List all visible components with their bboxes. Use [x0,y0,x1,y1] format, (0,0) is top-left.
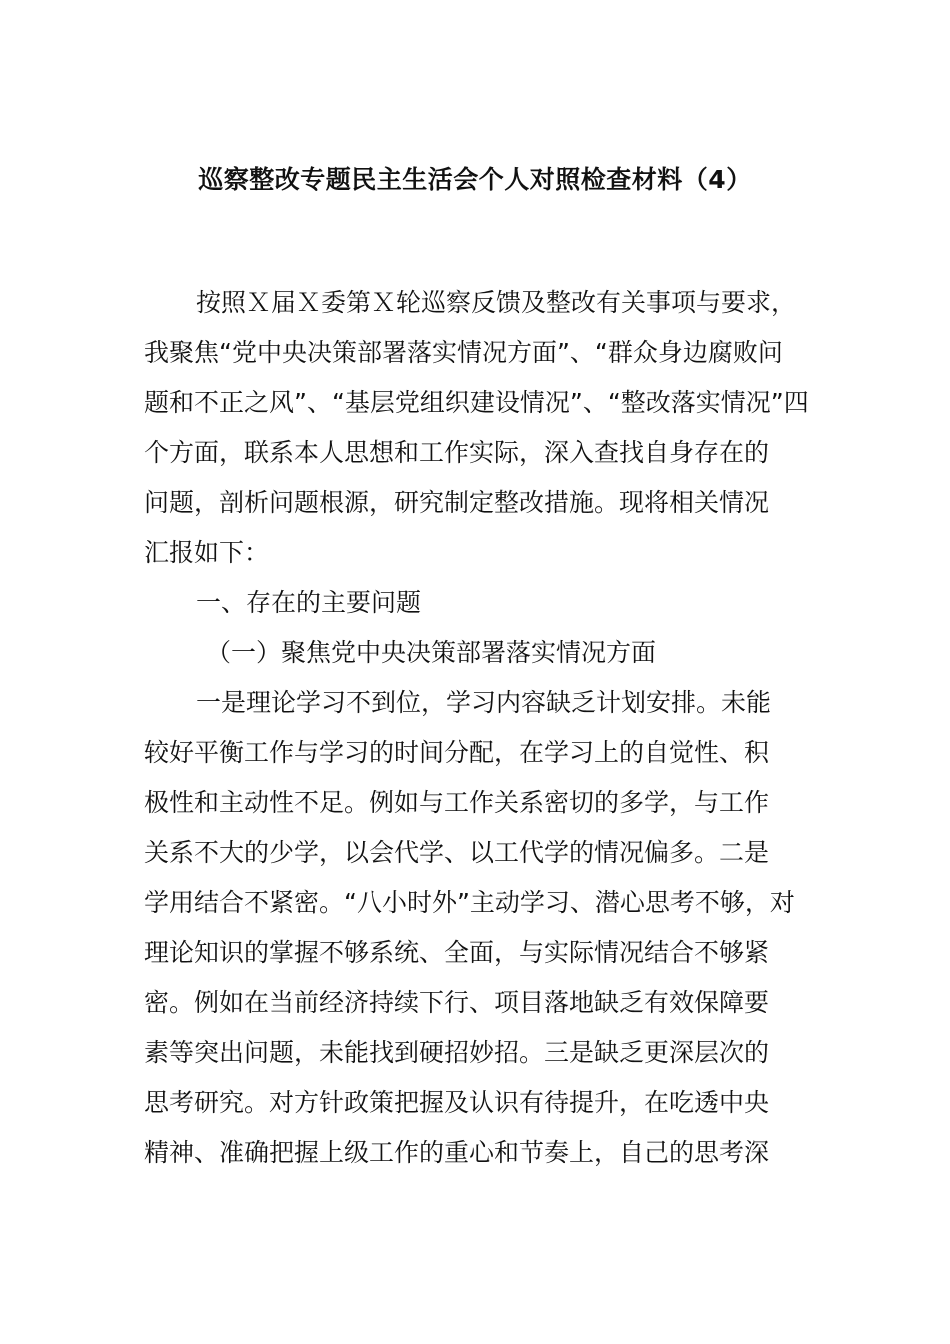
paragraph-line: 汇报如下： [144,538,270,567]
section-heading: 一、存在的主要问题 [196,588,422,617]
paragraph-line: 关系不大的少学，以会代学、以工代学的情况偏多。二是 [144,838,770,867]
paragraph-line: 问题，剖析问题根源，研究制定整改措施。现将相关情况 [144,488,770,517]
paragraph-line: 极性和主动性不足。例如与工作关系密切的多学，与工作 [144,788,770,817]
paragraph-line: 我聚焦“党中央决策部署落实情况方面”、“群众身边腐败问 [144,338,783,367]
document-body [144,278,810,1178]
paragraph-line: 一是理论学习不到位，学习内容缺乏计划安排。未能 [196,688,772,717]
paragraph-line: 密。例如在当前经济持续下行、项目落地缺乏有效保障要 [144,988,770,1017]
paragraph-line: 理论知识的掌握不够系统、全面，与实际情况结合不够紧 [144,938,770,967]
paragraph-line: 个方面，联系本人思想和工作实际，深入查找自身存在的 [144,438,770,467]
subsection-heading: （一）聚焦党中央决策部署落实情况方面 [206,638,657,667]
paragraph-line: 思考研究。对方针政策把握及认识有待提升，在吃透中央 [144,1088,770,1117]
paragraph-line: 精神、准确把握上级工作的重心和节奏上，自己的思考深 [144,1138,770,1167]
paragraph-line: 按照Ｘ届Ｘ委第Ｘ轮巡察反馈及整改有关事项与要求， [196,288,797,317]
paragraph-line: 学用结合不紧密。“八小时外”主动学习、潜心思考不够，对 [144,888,795,917]
document-title: 巡察整改专题民主生活会个人对照检查材料（4） [198,165,752,194]
paragraph-line: 素等突出问题，未能找到硬招妙招。三是缺乏更深层次的 [144,1038,770,1067]
paragraph-line: 较好平衡工作与学习的时间分配，在学习上的自觉性、积 [144,738,770,767]
paragraph-line: 题和不正之风”、“基层党组织建设情况”、“整改落实情况”四 [144,388,809,417]
